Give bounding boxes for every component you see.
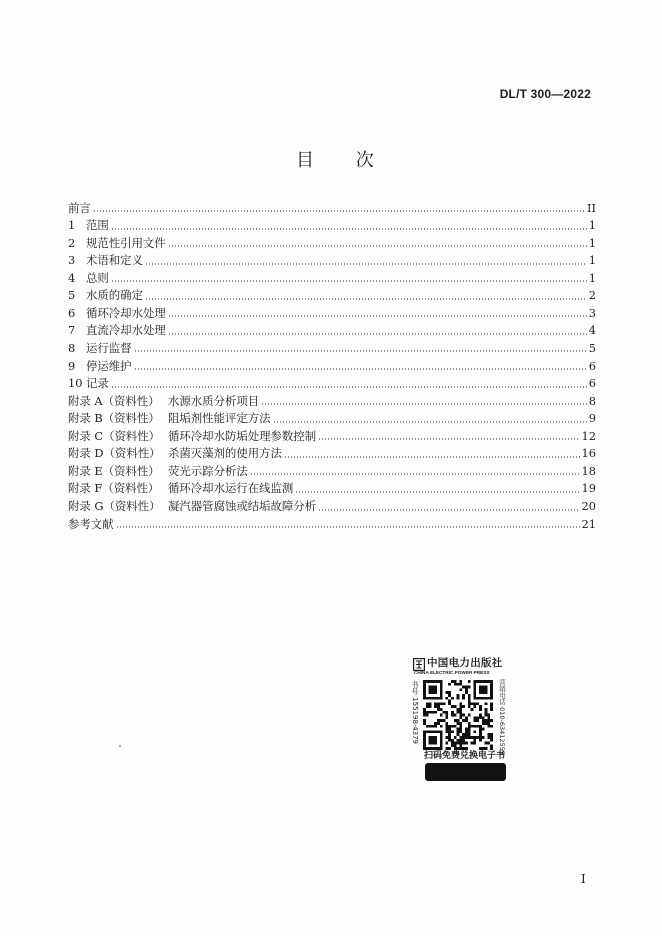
toc-section-number: 10 [68,376,83,391]
toc-entry-section-6 [68,305,596,323]
toc-appendix-prefix: 附录 D（资料性） [68,446,161,461]
toc-section-number: 1 [68,218,76,233]
toc-page-number: 21 [581,516,596,531]
toc-entry-title: 直流冷却水处理 [86,323,166,338]
publisher-name-english: CHINA ELECTRIC POWER PRESS [414,671,490,676]
toc-entry-section-5 [68,287,596,305]
toc-page-number: 6 [588,376,596,391]
toc-dot-leader [116,526,580,528]
book-number: 书号 155198·4379 [411,681,419,744]
toc-entry-appendix-c [68,428,596,446]
qr-caption: 扫码免费兑换电子书 [424,751,506,761]
toc-page-number: 1 [588,235,596,250]
toc-page-number: 1 [588,253,596,268]
redaction-bar [425,763,506,781]
toc-entry-section-8 [68,340,596,358]
qr-code [423,680,493,750]
toc-entry-title: 循环冷却水处理 [86,305,166,320]
toc-section-number: 7 [68,323,76,338]
toc-section-number: 5 [68,288,76,303]
toc-page-number: 9 [588,411,596,426]
toc-entry-appendix-g [68,498,596,516]
toc-entry-title: 循环冷却水运行在线监测 [168,481,294,496]
toc-entry-appendix-d [68,445,596,463]
toc-entry-section-2 [68,235,596,253]
toc-entry-references [68,516,596,534]
toc-entry-section-7 [68,322,596,340]
toc-dot-leader [295,491,579,493]
toc-appendix-prefix: 附录 A（资料性） [68,393,160,408]
toc-page-number: 8 [588,393,596,408]
toc-dot-leader [168,245,587,247]
toc-appendix-prefix: 附录 C（资料性） [68,428,161,443]
toc-dot-leader [111,280,587,282]
scan-speck [119,745,121,747]
toc-page-number: 19 [581,481,596,496]
toc-entry-title: 阻垢剂性能评定方法 [168,411,271,426]
toc-entry-preface [68,200,596,218]
toc-page-number: 20 [581,499,596,514]
publisher-logo-icon [413,658,425,671]
sales-phone: 营销电话 010-63412553 [498,679,506,755]
toc-dot-leader [318,438,579,440]
toc-dot-leader [250,473,580,475]
toc-page-number: 1 [588,270,596,285]
toc-page-number: 4 [588,323,596,338]
toc-page-number: 18 [581,463,596,478]
toc-dot-leader [134,350,587,352]
toc-page-number: 3 [588,305,596,320]
toc-entry-title: 参考文献 [68,516,114,531]
toc-entry-title: 前言 [68,200,91,215]
toc-dot-leader [145,263,587,265]
toc-section-number: 3 [68,253,76,268]
toc-entry-title: 总则 [86,270,109,285]
toc-entry-appendix-a [68,393,596,411]
toc-appendix-prefix: 附录 G（资料性） [68,499,161,514]
toc-entry-appendix-b [68,410,596,428]
toc-section-number: 9 [68,358,76,373]
toc-section-number: 4 [68,270,76,285]
toc-section-number: 2 [68,235,76,250]
toc-page-number: 16 [581,446,596,461]
toc-entry-title: 停运维护 [86,358,132,373]
toc-dot-leader [111,228,587,230]
toc-entry-title: 范围 [86,218,109,233]
publisher-name: 中国电力出版社 [427,657,503,669]
toc-entry-title: 水源水质分析项目 [168,393,260,408]
toc-dot-leader [318,509,579,511]
toc-entry-section-10 [68,375,596,393]
toc-entry-section-3 [68,252,596,270]
toc-entry-title: 荧光示踪分析法 [168,463,248,478]
document-code: DL/T 300—2022 [499,87,591,101]
toc-section-number: 6 [68,305,76,320]
toc-page-number: 12 [581,428,596,443]
toc-appendix-prefix: 附录 F（资料性） [68,481,160,496]
toc-entry-section-4 [68,270,596,288]
toc-dot-leader [145,298,587,300]
publisher-qr-stamp [408,652,512,784]
toc-entry-title: 水质的确定 [86,288,143,303]
toc-entry-appendix-e [68,463,596,481]
toc-dot-leader [134,368,587,370]
toc-appendix-prefix: 附录 B（资料性） [68,411,160,426]
toc-appendix-prefix: 附录 E（资料性） [68,463,160,478]
toc-entry-appendix-f [68,480,596,498]
toc-entry-title: 运行监督 [86,340,132,355]
toc-entry-section-9 [68,358,596,376]
toc-dot-leader [168,333,587,335]
toc-entry-title: 记录 [86,376,109,391]
toc-dot-leader [261,403,587,405]
toc-dot-leader [168,315,587,317]
toc-entry-title: 循环冷却水防垢处理参数控制 [168,428,317,443]
toc-page-number: 1 [588,218,596,233]
page-number: I [581,872,586,886]
toc-page-number: 6 [588,358,596,373]
toc-dot-leader [111,386,587,388]
toc-dot-leader [273,421,587,423]
toc-dot-leader [93,210,585,212]
toc-entry-section-1 [68,217,596,235]
toc-page-number: II [587,200,596,215]
toc-entry-title: 术语和定义 [86,253,143,268]
toc-section-number: 8 [68,340,76,355]
toc-dot-leader [284,456,580,458]
page-title: 目 次 [296,150,392,171]
toc-entry-title: 杀菌灭藻剂的使用方法 [168,446,282,461]
toc-page-number: 2 [588,288,596,303]
toc-page-number: 5 [588,340,596,355]
toc-entry-title: 凝汽器管腐蚀或结垢故障分析 [168,499,317,514]
toc-entry-title: 规范性引用文件 [86,235,166,250]
